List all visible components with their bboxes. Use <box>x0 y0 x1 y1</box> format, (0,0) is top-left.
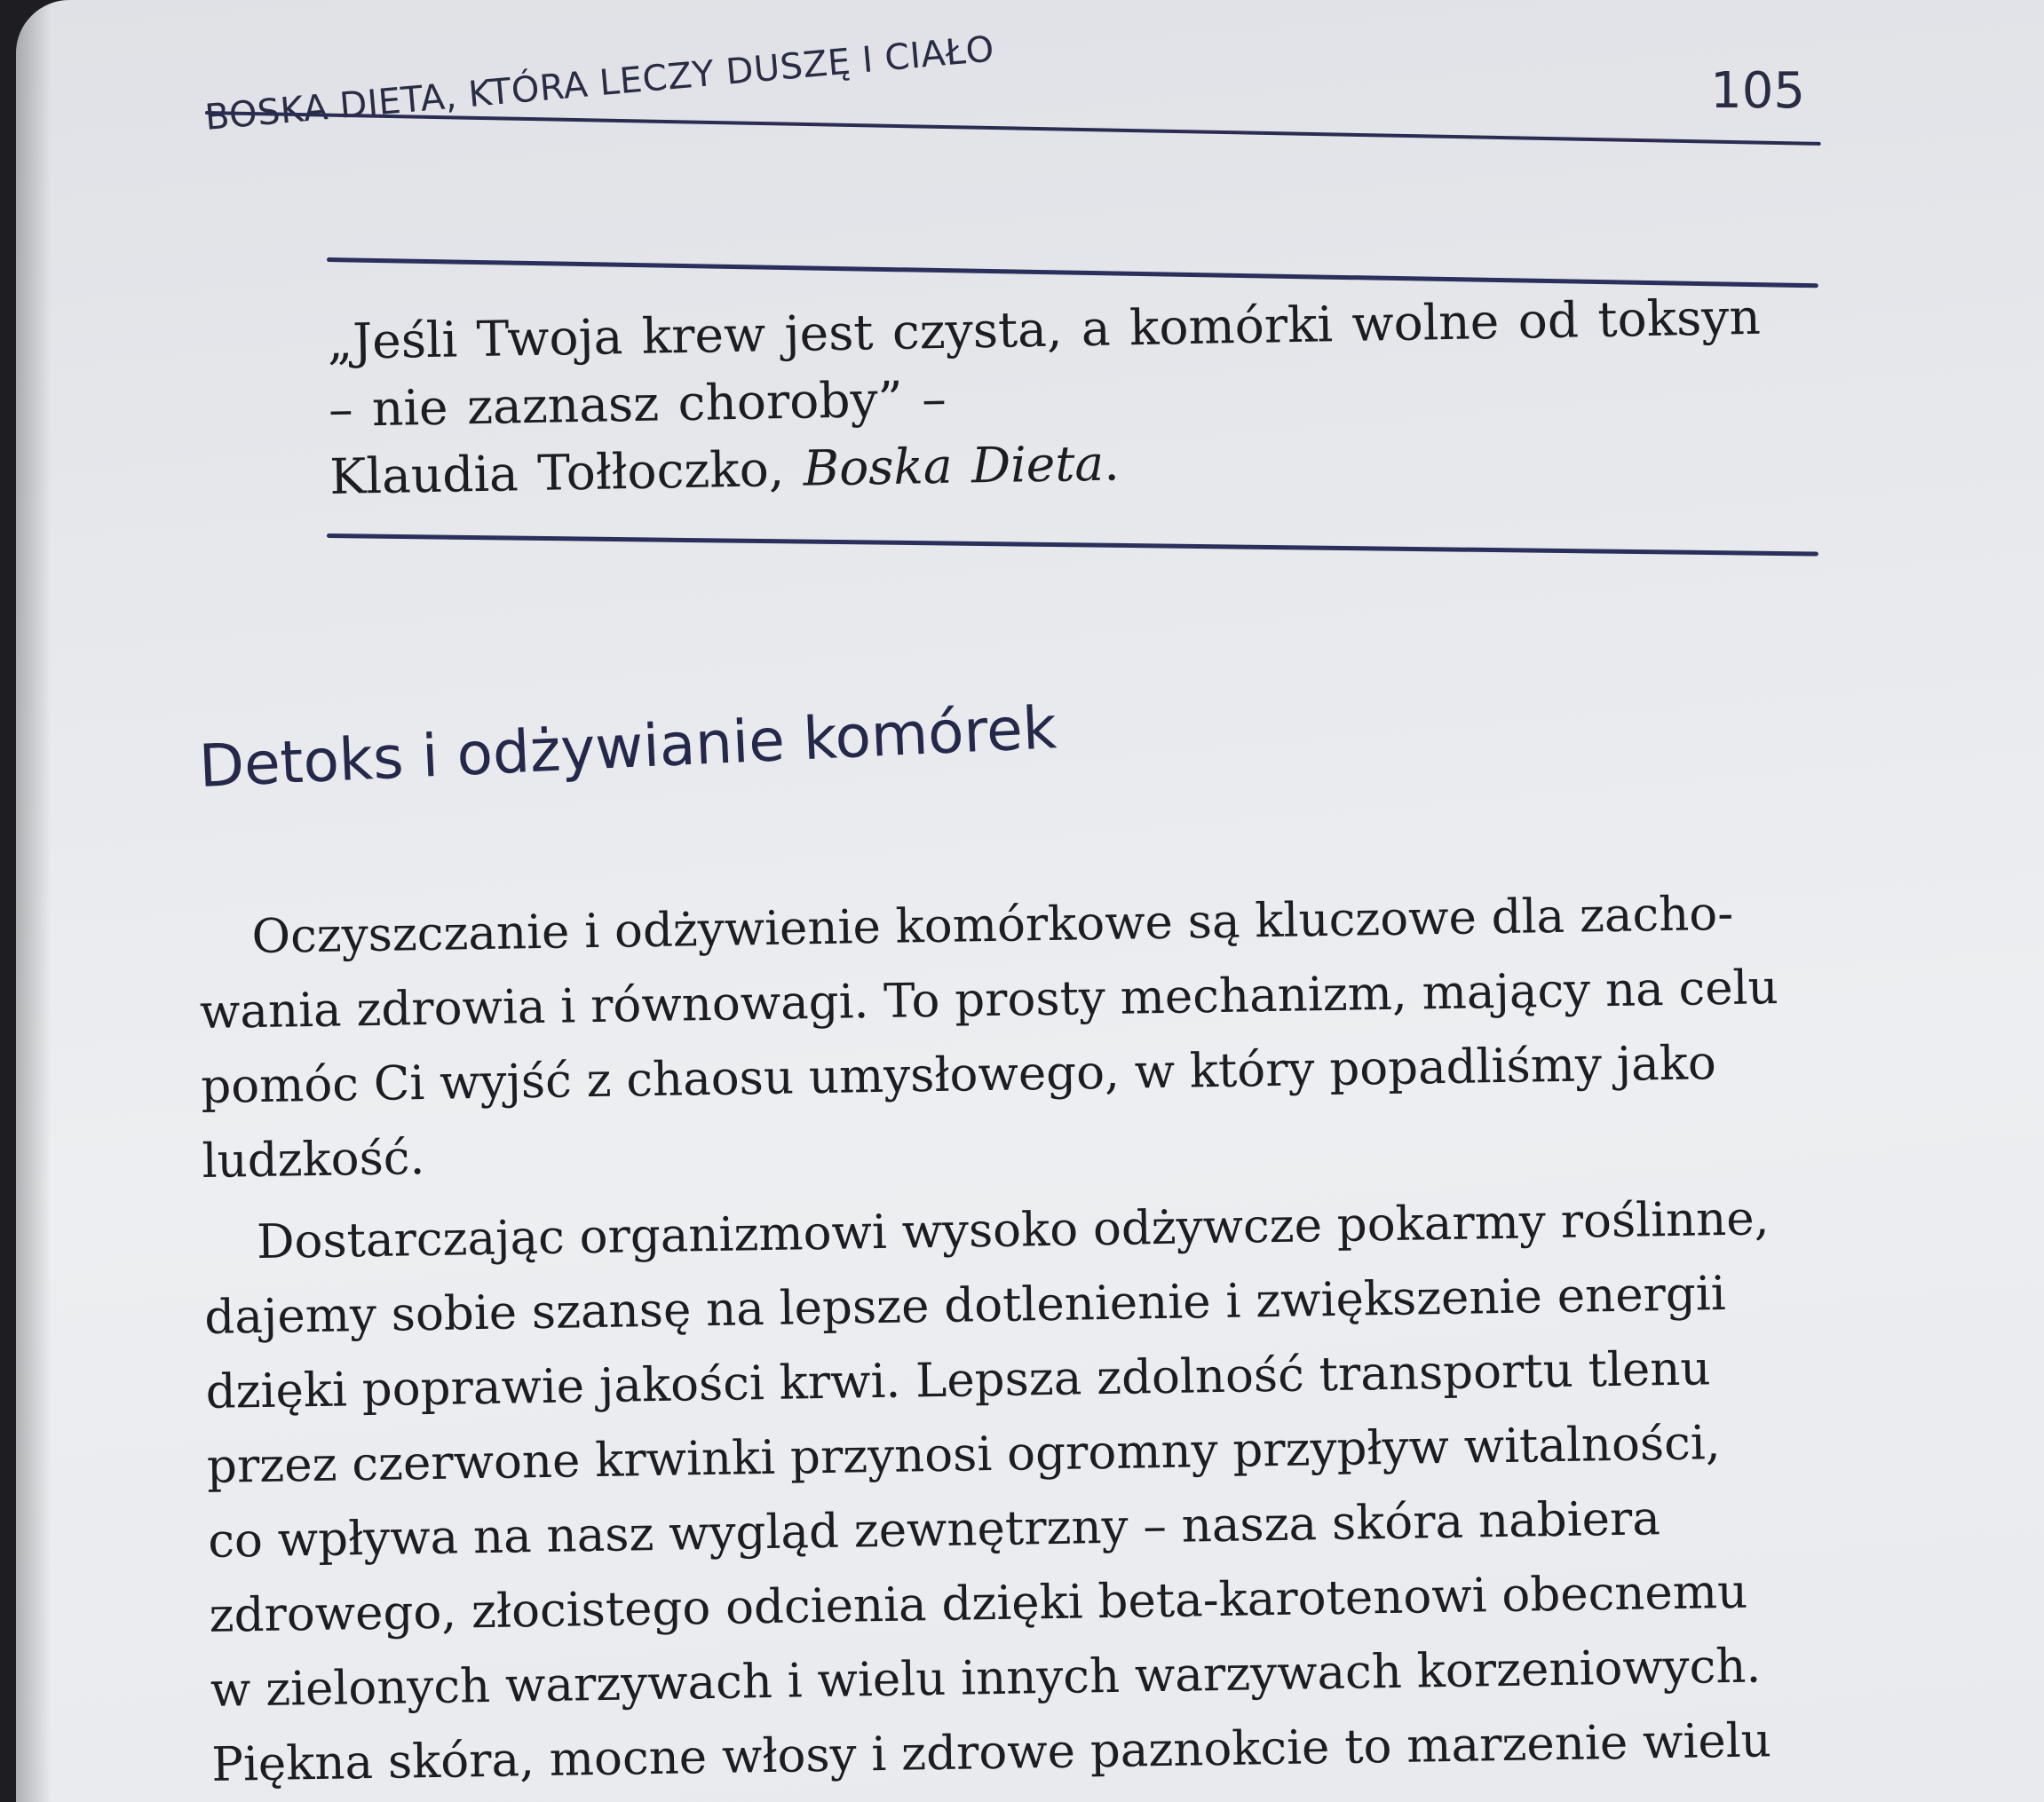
spine-shadow <box>16 0 51 1802</box>
body-line: dajemy sobie szansę na lepsze dotlenienie i zwiększenie energii <box>203 1267 1727 1345</box>
quote-bottom-rule <box>327 533 1818 557</box>
quote-top-rule <box>327 257 1818 288</box>
body-line: wania zdrowia i równowagi. To prosty mechanizm, mający na celu <box>199 960 1779 1039</box>
quote-line-1: „Jeśli Twoja krew jest czysta, a komórki wolne od toksyn <box>327 288 1762 370</box>
paragraph-1 <box>198 875 1854 1199</box>
quote-end: . <box>1103 434 1121 492</box>
body-line: dzięki poprawie jakości krwi. Lepsza zdolność transportu tlenu <box>205 1341 1711 1419</box>
running-title: BOSKA DIETA, KTÓRA LECZY DUSZĘ I CIAŁO <box>202 28 996 138</box>
body-line: zdrowego, złocistego odcienia dzięki beta-karotenowi obecnemu <box>209 1564 1748 1643</box>
body-line: co wpływa na nasz wygląd zewnętrzny – nasza skóra nabiera <box>207 1491 1661 1569</box>
page-number: 105 <box>1710 62 1805 120</box>
quote-author: Klaudia Tołłoczko, <box>329 439 804 505</box>
book-page <box>16 0 2044 1802</box>
section-heading: Detoks i odżywianie komórek <box>197 693 1058 801</box>
paragraph-2 <box>202 1181 1863 1802</box>
body-text <box>198 875 1864 1802</box>
quote-book-title: Boska Dieta <box>803 434 1105 497</box>
body-line: w zielonych warzywach i wielu innych warzywach korzeniowych. <box>210 1639 1762 1718</box>
body-line: Oczyszczanie i odżywienie komórkowe są kluczowe dla zacho- <box>251 886 1734 965</box>
body-line: przez czerwone krwinki przynosi ogromny przypływ witalności, <box>206 1416 1722 1494</box>
running-head <box>189 27 1823 178</box>
header-rule <box>205 111 1821 146</box>
quote-text <box>327 282 1822 510</box>
body-line: Dostarczając organizmowi wysoko odżywcze pokarmy roślinne, <box>256 1191 1770 1270</box>
body-line: ludzkość. <box>202 1131 425 1189</box>
epigraph-quote <box>327 257 1818 538</box>
body-line: pomóc Ci wyjść z chaosu umysłowego, w który popadliśmy jako <box>200 1036 1717 1114</box>
body-line: Piękna skóra, mocne włosy i zdrowe paznokcie to marzenie wielu <box>210 1713 1772 1792</box>
quote-line-2: – nie zaznasz choroby” – <box>328 369 947 438</box>
